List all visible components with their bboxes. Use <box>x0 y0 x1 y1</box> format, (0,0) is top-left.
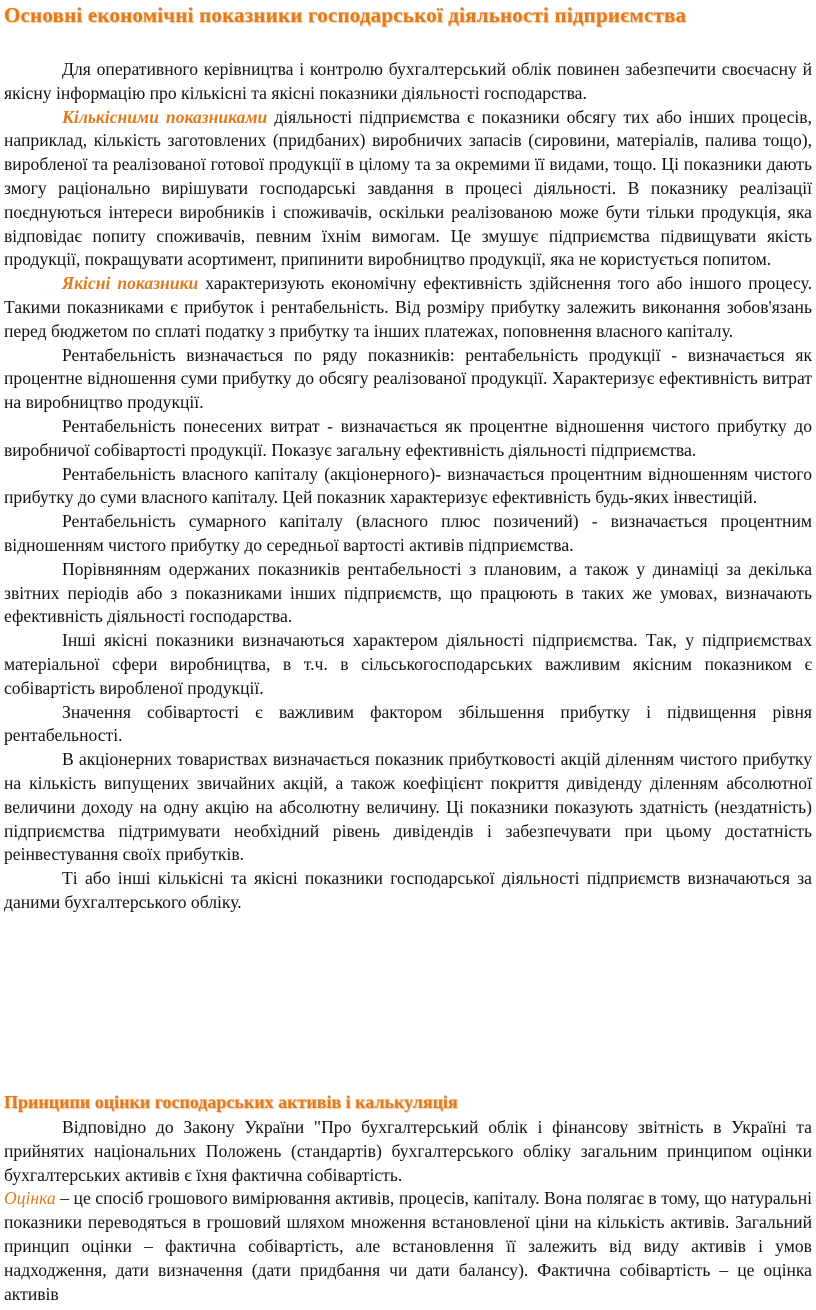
paragraph-text: – це спосіб грошового вимірювання активів, процесів, капіталу. Вона полягає в тому, що натуральні показники переводяться в грошовий шляхом множення встановленої ціни на кількість активів. Загальний принцип оцінки – фактична собівартість, але встановлення її залежить від виду активів і умов надходження, дати визначення (дати придбання чи дати балансу). Фактична собівартість – це оцінка активів <box>4 1188 812 1304</box>
paragraph: Ті або інші кількісні та якісні показники господарської діяльності підприємств визначаються за даними бухгалтерського обліку. <box>4 868 812 912</box>
term-qualitative-indicators: Якісні показники <box>62 273 199 294</box>
section-1-title: Основні економічні показники господарської діяльності підприємства <box>4 3 687 27</box>
paragraph: В акціонерних товариствах визначається показник прибутковості акцій діленням чистого прибутку на кількість випущених звичайних акцій, а також коефіцієнт покриття дивіденду діленням абсолютної величини доходу на одну акцію на абсолютну величину. Ці показники показують здатність (нездатність) підприємства підтримувати необхідний рівень дивідендів і забезпечувати при цьому достатність реінвестування своїх прибутків. <box>4 749 812 865</box>
section-2-title: Принципи оцінки господарських активів і калькуляція <box>4 1092 458 1112</box>
paragraph: Рентабельність понесених витрат - визначається як процентне відношення чистого прибутку до виробничої собівартості продукції. Показує загальну ефективність діяльності підприємства. <box>4 415 812 460</box>
section-2-body <box>4 1116 812 1306</box>
paragraph: Рентабельність сумарного капіталу (власного плюс позичений) - визначається процентним відношенням чистого прибутку до середньої вартості активів підприємства. <box>4 511 812 555</box>
paragraph <box>4 1187 812 1306</box>
paragraph: Порівнянням одержаних показників рентабельності з плановим, а також у динаміці за декілька звітних періодів або з показниками інших підприємств, що працюють в таких же умовах, визначають ефективність діяльності господарства. <box>4 558 812 627</box>
paragraph: Рентабельність визначається по ряду показників: рентабельність продукції - визначається як процентне відношення суми прибутку до обсягу реалізованої продукції. Характеризує ефективність витрат на виробництво продукції. <box>4 344 812 413</box>
term-valuation: Оцінка <box>4 1188 56 1209</box>
paragraph: Значення собівартості є важливим фактором збільшення прибутку і підвищення рівня рентабельності. <box>4 701 812 746</box>
paragraph <box>4 106 812 273</box>
paragraph <box>4 272 812 343</box>
paragraph: Інші якісні показники визначаються характером діяльності підприємства. Так, у підприємствах матеріальної сфери виробництва, в т.ч. в сільськогосподарських важливим якісним показником є собівартість виробленої продукції. <box>4 630 812 698</box>
paragraph: Відповідно до Закону України "Про бухгалтерський облік і фінансову звітність в Україні та прийнятих національних Положень (стандартів) бухгалтерського обліку загальним принципом оцінки бухгалтерських активів є їхня фактична собівартість. <box>4 1117 812 1185</box>
paragraph: Рентабельність власного капіталу (акціонерного)- визначається процентним відношенням чистого прибутку до суми власного капіталу. Цей показник характеризує ефективність будь-яких інвестицій. <box>4 463 812 508</box>
section-1-body <box>4 58 812 915</box>
paragraph: Для оперативного керівництва і контролю бухгалтерський облік повинен забезпечити своєчасну й якісну інформацію про кількісні та якісні показники діяльності господарства. <box>4 59 812 103</box>
paragraph-text: діяльності підприємства є показники обсягу тих або інших процесів, наприклад, кількість заготовлених (придбаних) виробничих запасів (сировини, матеріалів, палива тощо), виробленої та реалізованої готової продукції в цілому та за окремими її видами, тощо. Ці показники дають змогу раціонально вирішувати господарські завдання в процесі діяльності. В показнику реалізації поєднуються інтереси виробників і споживачів, оскільки реалізованою може бути тільки продукція, яка відповідає попиту споживачів, певним їхнім вимогам. Це змушує підприємства підвищувати якість продукції, покращувати асортимент, припинити виробництво продукції, яка не користується попитом. <box>4 106 812 270</box>
term-quantitative-indicators: Кількісними показниками <box>62 106 268 127</box>
paragraph-text: характеризують економічну ефективність здійснення того або іншого процесу. Такими показниками є прибуток і рентабельність. Від розміру прибутку залежить виконання зобов'язань перед бюджетом по сплаті податку з прибутку та інших платежах, поповнення власного капіталу. <box>4 273 812 341</box>
